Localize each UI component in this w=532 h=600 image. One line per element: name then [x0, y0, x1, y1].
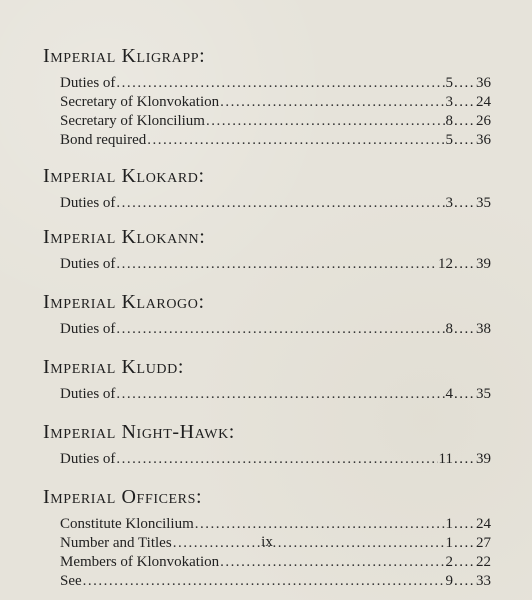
index-entry: [60, 131, 491, 150]
entry-page-start: 1: [445, 535, 453, 551]
entry-page-end: 36: [476, 132, 491, 148]
dot-leader: [116, 255, 437, 274]
index-entry: [60, 93, 491, 112]
section-heading: Imperial Klokard:: [43, 165, 205, 187]
index-section-imperial-kludd: [43, 355, 493, 404]
dot-leader: [195, 515, 445, 534]
index-entry: [60, 572, 491, 591]
entry-page-start: 2: [445, 554, 453, 570]
entry-page-end: 24: [476, 516, 491, 532]
index-section-imperial-klokard: [43, 164, 493, 213]
section-heading: Imperial Night-Hawk:: [43, 421, 235, 443]
range-separator: ....: [454, 113, 475, 129]
entry-page-start: 8: [445, 113, 453, 129]
range-separator: ....: [454, 321, 475, 337]
dot-leader: [147, 131, 444, 150]
index-entry: [60, 320, 491, 339]
entry-page-end: 39: [476, 256, 491, 272]
range-separator: ....: [454, 195, 475, 211]
range-separator: ....: [454, 94, 475, 110]
range-separator: ....: [454, 535, 475, 551]
section-heading: Imperial Kludd:: [43, 356, 184, 378]
entry-label: See: [60, 573, 82, 589]
dot-leader: [206, 112, 445, 131]
entry-page-end: 39: [476, 451, 491, 467]
range-separator: ....: [454, 554, 475, 570]
entry-page-end: 22: [476, 554, 491, 570]
dot-leader: [220, 553, 444, 572]
range-separator: ....: [454, 256, 475, 272]
dot-leader: [116, 385, 444, 404]
range-separator: ....: [454, 75, 475, 91]
index-entry: [60, 450, 491, 469]
entry-page-end: 35: [476, 386, 491, 402]
section-entries: [60, 320, 491, 339]
entry-page-start: 5: [445, 75, 453, 91]
entry-label: Number and Titles: [60, 535, 172, 551]
section-entries: [60, 385, 491, 404]
index-entry: [60, 515, 491, 534]
index-entry: [60, 553, 491, 572]
index-section-imperial-kligrapp: [43, 44, 493, 150]
entry-page-start: 3: [445, 94, 453, 110]
dot-leader: [116, 74, 444, 93]
section-heading: Imperial Kligrapp:: [43, 45, 206, 67]
range-separator: ....: [454, 451, 475, 467]
index-entry: [60, 112, 491, 131]
range-separator: ....: [454, 516, 475, 532]
index-entry: [60, 385, 491, 404]
section-entries: [60, 74, 491, 150]
section-entries: [60, 194, 491, 213]
index-entry: [60, 255, 491, 274]
entry-label: Duties of: [60, 386, 116, 402]
entry-label: Secretary of Klonvokation: [60, 94, 220, 110]
entry-page-end: 38: [476, 321, 491, 337]
index-section-imperial-klokann: [43, 225, 493, 274]
index-entry: [60, 194, 491, 213]
index-section-imperial-night-hawk: [43, 420, 493, 469]
section-heading: Imperial Klokann:: [43, 226, 206, 248]
entry-page-end: 24: [476, 94, 491, 110]
entry-label: Duties of: [60, 451, 116, 467]
entry-label: Members of Klonvokation: [60, 554, 220, 570]
dot-leader: [83, 572, 445, 591]
entry-page-end: 33: [476, 573, 491, 589]
entry-page-start: 12: [438, 256, 453, 272]
entry-page-end: 35: [476, 195, 491, 211]
section-heading: Imperial Officers:: [43, 486, 203, 508]
entry-label: Secretary of Kloncilium: [60, 113, 205, 129]
entry-label: Bond required: [60, 132, 147, 148]
entry-label: Duties of: [60, 195, 116, 211]
section-entries: [60, 255, 491, 274]
entry-page-end: 27: [476, 535, 491, 551]
dot-leader: [116, 320, 444, 339]
index-entry: [60, 74, 491, 93]
range-separator: ....: [454, 386, 475, 402]
entry-page-start: 1: [445, 516, 453, 532]
index-section-imperial-klarogo: [43, 290, 493, 339]
entry-page-start: 3: [445, 195, 453, 211]
entry-label: Duties of: [60, 75, 116, 91]
section-heading: Imperial Klarogo:: [43, 291, 205, 313]
entry-label: Duties of: [60, 321, 116, 337]
entry-page-start: 8: [445, 321, 453, 337]
range-separator: ....: [454, 573, 475, 589]
entry-page-start: 5: [445, 132, 453, 148]
dot-leader: [220, 93, 444, 112]
entry-page-start: 9: [445, 573, 453, 589]
dot-leader: [116, 450, 437, 469]
entry-page-start: 4: [445, 386, 453, 402]
range-separator: ....: [454, 132, 475, 148]
entry-page-end: 36: [476, 75, 491, 91]
entry-page-end: 26: [476, 113, 491, 129]
page-number: ix: [261, 534, 273, 550]
entry-page-start: 11: [438, 451, 453, 467]
dot-leader: [116, 194, 444, 213]
section-entries: [60, 515, 491, 591]
dot-leader: [173, 534, 445, 553]
entry-label: Duties of: [60, 256, 116, 272]
entry-label: Constitute Kloncilium: [60, 516, 194, 532]
section-entries: [60, 450, 491, 469]
index-content: [43, 44, 493, 591]
